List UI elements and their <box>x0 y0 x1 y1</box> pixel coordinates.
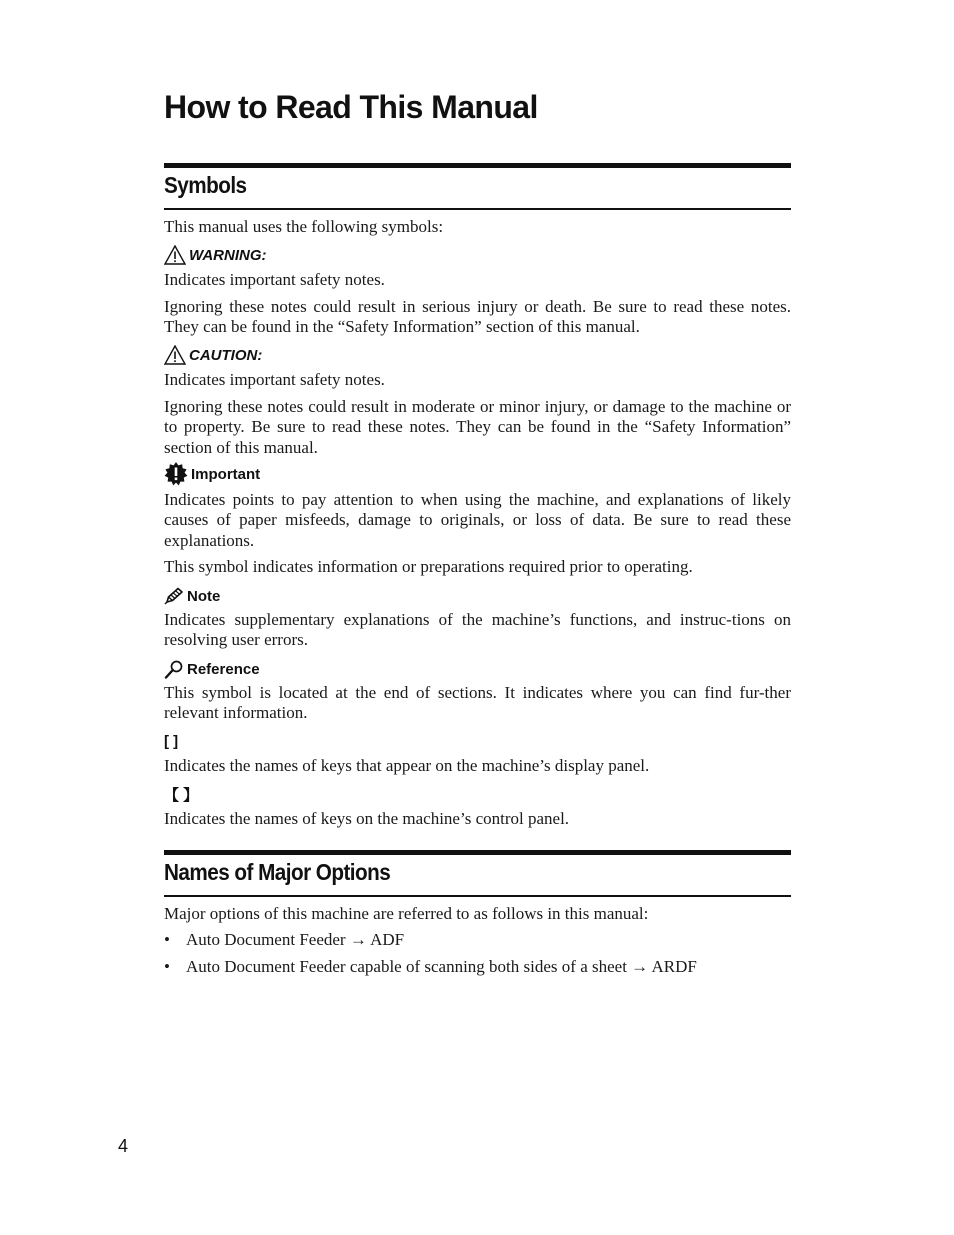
section-rule-bottom <box>164 895 791 897</box>
note-desc: Indicates supplementary explanations of the machine’s functions, and instruc-tions on resolving user errors. <box>164 610 791 650</box>
note-symbol <box>164 585 220 607</box>
warning-desc: Indicates important safety notes. <box>164 270 385 289</box>
lenticular-brackets-desc: Indicates the names of keys on the machine’s control panel. <box>164 809 570 828</box>
bullet-dot: • <box>164 930 170 949</box>
warning-detail: Ignoring these notes could result in serious injury or death. Be sure to read these notes. They can be found in the “Safety Information” section of this manual. <box>164 297 791 337</box>
note-label: Note <box>187 587 221 605</box>
lenticular-brackets-symbol <box>164 783 198 805</box>
page-title: How to Read This Manual <box>164 89 538 125</box>
square-brackets-symbol <box>164 730 178 752</box>
reference-label: Reference <box>187 660 260 678</box>
reference-symbol <box>164 658 260 680</box>
caution-detail: Ignoring these notes could result in moderate or minor injury, or damage to the machine or to property. Be sure to read these notes. They can be found in the “Safety Information” section of this manual. <box>164 397 791 457</box>
lenticular-brackets-label: 【 】 <box>164 786 199 804</box>
page-number: 4 <box>118 1136 129 1156</box>
reference-desc: This symbol is located at the end of sections. It indicates where you can find fur-ther relevant information. <box>164 683 791 723</box>
caution-triangle-icon <box>164 345 186 365</box>
caution-desc: Indicates important safety notes. <box>164 370 385 389</box>
section-rule-top <box>164 850 791 855</box>
warning-symbol <box>164 244 267 266</box>
warning-triangle-icon <box>164 245 186 265</box>
important-symbol <box>164 463 260 485</box>
important-detail: This symbol indicates information or preparations required prior to operating. <box>164 557 693 576</box>
pencil-icon <box>164 587 184 605</box>
important-label: Important <box>191 465 261 483</box>
symbols-heading: Symbols <box>164 172 247 198</box>
important-desc: Indicates points to pay attention to when using the machine, and explanations of likely causes of paper misfeeds, damage to originals, or loss of data. Be sure to read these explanations. <box>164 490 791 550</box>
options-intro: Major options of this machine are referred to as follows in this manual: <box>164 904 649 923</box>
list-item-text: Auto Document Feeder capable of scanning both sides of a sheet → ARDF <box>186 957 697 976</box>
square-brackets-desc: Indicates the names of keys that appear on the machine’s display panel. <box>164 756 650 775</box>
caution-label: CAUTION: <box>189 346 263 364</box>
warning-label: WARNING: <box>189 246 267 264</box>
symbols-intro: This manual uses the following symbols: <box>164 217 444 236</box>
important-burst-icon <box>164 462 188 486</box>
square-brackets-label: [ ] <box>164 732 179 750</box>
magnifier-icon <box>164 660 184 679</box>
bullet-dot: • <box>164 957 170 976</box>
caution-symbol <box>164 344 262 366</box>
options-heading: Names of Major Options <box>164 859 391 885</box>
section-rule-top <box>164 163 791 168</box>
section-rule-bottom <box>164 208 791 210</box>
list-item-text: Auto Document Feeder → ADF <box>186 930 405 949</box>
